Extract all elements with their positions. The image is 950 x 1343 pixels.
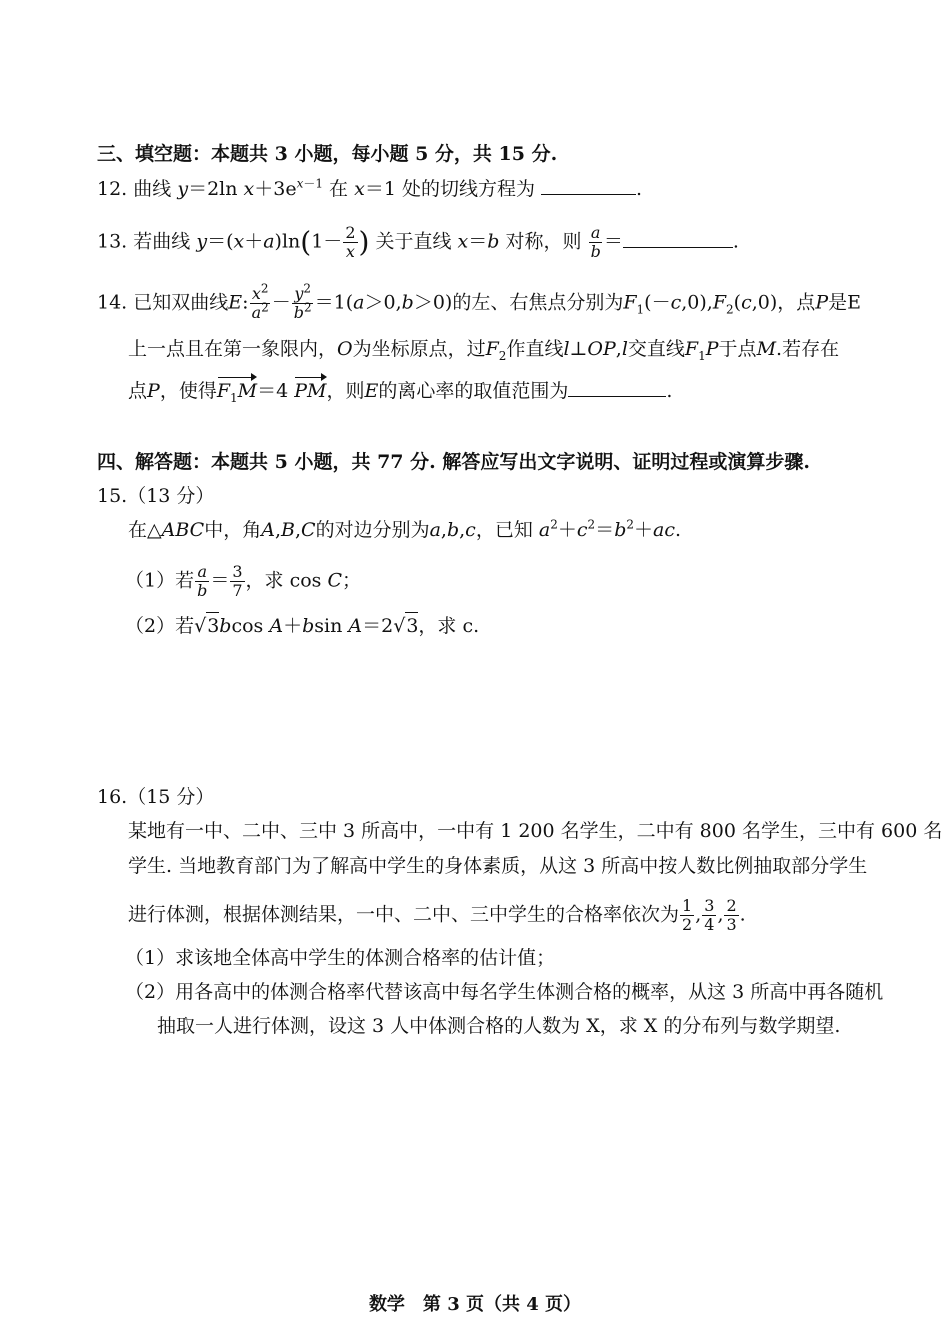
q15-header: 15.（13 分） <box>97 485 215 507</box>
q12-text-mid: 在 <box>329 178 349 200</box>
q14-text-mid: 的左、右焦点分别为 <box>452 291 624 314</box>
q15-part1-post: ，求 cos <box>245 569 322 592</box>
q15-part-2: （2）若√3bcos A＋bsin A＝2√3，求 c. <box>125 612 479 639</box>
question-12: 12. 曲线 y＝2ln $x+3e^{x-1}$ 在 x＝1 处的切线方程为 . <box>97 176 643 200</box>
q13-text: 若曲线 <box>133 230 191 253</box>
q14-line3-d: 的离心率的取值范围为 <box>378 380 569 402</box>
vector-pm: PM <box>294 380 327 402</box>
q16-header: 16.（15 分） <box>97 786 215 808</box>
q15-stem-mid2: 的对边分别为 <box>315 519 430 541</box>
q12-text: 曲线 <box>133 178 172 200</box>
q14-line2-b: 为坐标原点，过 <box>352 338 486 360</box>
q12-number: 12. <box>97 178 128 200</box>
section-3-heading: 三、填空题：本题共 3 小题，每小题 5 分，共 15 分. <box>97 143 558 165</box>
q14-line2-c: 作直线 <box>506 338 564 360</box>
q14-line3-a: 点 <box>128 380 148 402</box>
q15-fraction-ab: $\frac{a}{b}$ <box>197 562 208 600</box>
q16-part-1: （1）求该地全体高中学生的体测合格率的估计值； <box>125 947 556 969</box>
q13-number: 13. <box>97 230 128 253</box>
q13-ratio: $\frac{a}{b}$ <box>590 223 601 261</box>
q12-end: . <box>636 178 643 200</box>
q14-end: . <box>666 380 673 402</box>
page-footer: 数学 第 3 页（共 4 页） <box>368 1294 582 1315</box>
q16-line-1: 某地有一中、二中、三中 3 所高中，一中有 1 200 名学生，二中有 800 名学生，三中有 600 名 <box>128 820 943 842</box>
question-13: 13. 若曲线 y＝(x＋a)ln(1－ $\frac{2}{x}$ ) 关于直线 x＝b 对称，则 $\frac{a}{b}$ ＝ . <box>97 223 739 261</box>
q15-stem: 在△ABC中，角A,B,C的对边分别为a,b,c，已知 $a^2+c^2=b^2+ac$. <box>128 517 682 541</box>
question-14-line-1: 14. 已知双曲线E: $\frac{x^2}{a^2}$ － $\frac{y^2}{b^2}$ ＝1(a＞0,b＞0)的左、右焦点分别为$F_1(-c,0),F_2(c,0)$，点P是E <box>97 281 861 322</box>
q14-number: 14. <box>97 291 128 314</box>
q14-line3-b: ，使得 <box>159 380 217 402</box>
q16-part-2-line-2: 抽取一人进行体测，设这 3 人中体测合格的人数为 X，求 X 的分布列与数学期望. <box>157 1015 841 1037</box>
q13-answer-blank <box>623 229 733 248</box>
q16-fraction-3-4: $\frac{3}{4}$ <box>704 896 715 934</box>
q15-part1-label: （1）若 <box>125 569 195 592</box>
q16-fraction-1-2: $\frac{1}{2}$ <box>682 896 693 934</box>
q14-fraction-y: $\frac{y^2}{b^2}$ <box>293 281 312 322</box>
q14-line2-d: 交直线 <box>627 338 685 360</box>
q14-text-post: ，点 <box>777 291 816 314</box>
q14-text-end: 是E <box>828 291 861 314</box>
question-14-line-3: 点P，使得$F_1M=4$ PM，则E的离心率的取值范围为 . <box>128 380 673 405</box>
q16-line-2: 学生. 当地教育部门为了解高中学生的身体素质，从这 3 所高中按人数比例抽取部分学生 <box>128 855 868 877</box>
q13-text-mid2: 对称，则 <box>505 230 582 253</box>
q14-fraction-x: $\frac{x^2}{a^2}$ <box>251 281 269 322</box>
q14-line3-c: ，则 <box>326 380 365 402</box>
q14-text: 已知双曲线 <box>133 291 229 314</box>
question-14-line-2: 上一点且在第一象限内，O为坐标原点，过$F_2$作直线l⊥OP,l交直线$F_1P$于点M.若存在 <box>128 338 840 363</box>
q13-end: . <box>732 230 739 253</box>
q16-line3-pre: 进行体测，根据体测结果，一中、二中、三中学生的合格率依次为 <box>128 903 680 926</box>
q16-line-3: 进行体测，根据体测结果，一中、二中、三中学生的合格率依次为 $\frac{1}{2}$ , $\frac{3}{4}$ , $\frac{2}{3}$ . <box>128 896 746 934</box>
q14-line2-a: 上一点且在第一象限内， <box>128 338 338 360</box>
q14-answer-blank <box>568 378 666 397</box>
q15-part2-post: ，求 c. <box>418 615 480 637</box>
q16-fraction-2-3: $\frac{2}{3}$ <box>726 896 737 934</box>
q15-part-1: （1）若 $\frac{a}{b}$ ＝ $\frac{3}{7}$ ，求 cos C； <box>125 562 362 600</box>
q13-fraction: $\frac{2}{x}$ <box>345 223 356 261</box>
q13-text-mid: 关于直线 <box>375 230 452 253</box>
q16-part-2-line-1: （2）用各高中的体测合格率代替该高中每名学生体测合格的概率，从这 3 所高中再各随机 <box>125 981 884 1003</box>
q14-line2-f: 若存在 <box>782 338 840 360</box>
q15-stem-mid3: ，已知 <box>475 519 533 541</box>
q14-line2-e: 于点 <box>718 338 757 360</box>
section-4-heading: 四、解答题：本题共 5 小题，共 77 分. 解答应写出文字说明、证明过程或演算步骤. <box>97 451 810 473</box>
q15-part2-label: （2）若 <box>125 615 195 637</box>
q12-answer-blank <box>541 176 636 195</box>
vector-f1m: $F_1M$ <box>216 380 258 405</box>
q15-fraction-3-7: $\frac{3}{7}$ <box>232 562 243 600</box>
q15-stem-pre: 在△ <box>128 519 162 541</box>
q15-stem-mid: 中，角 <box>204 519 262 541</box>
q12-text-post: 处的切线方程为 <box>401 178 535 200</box>
